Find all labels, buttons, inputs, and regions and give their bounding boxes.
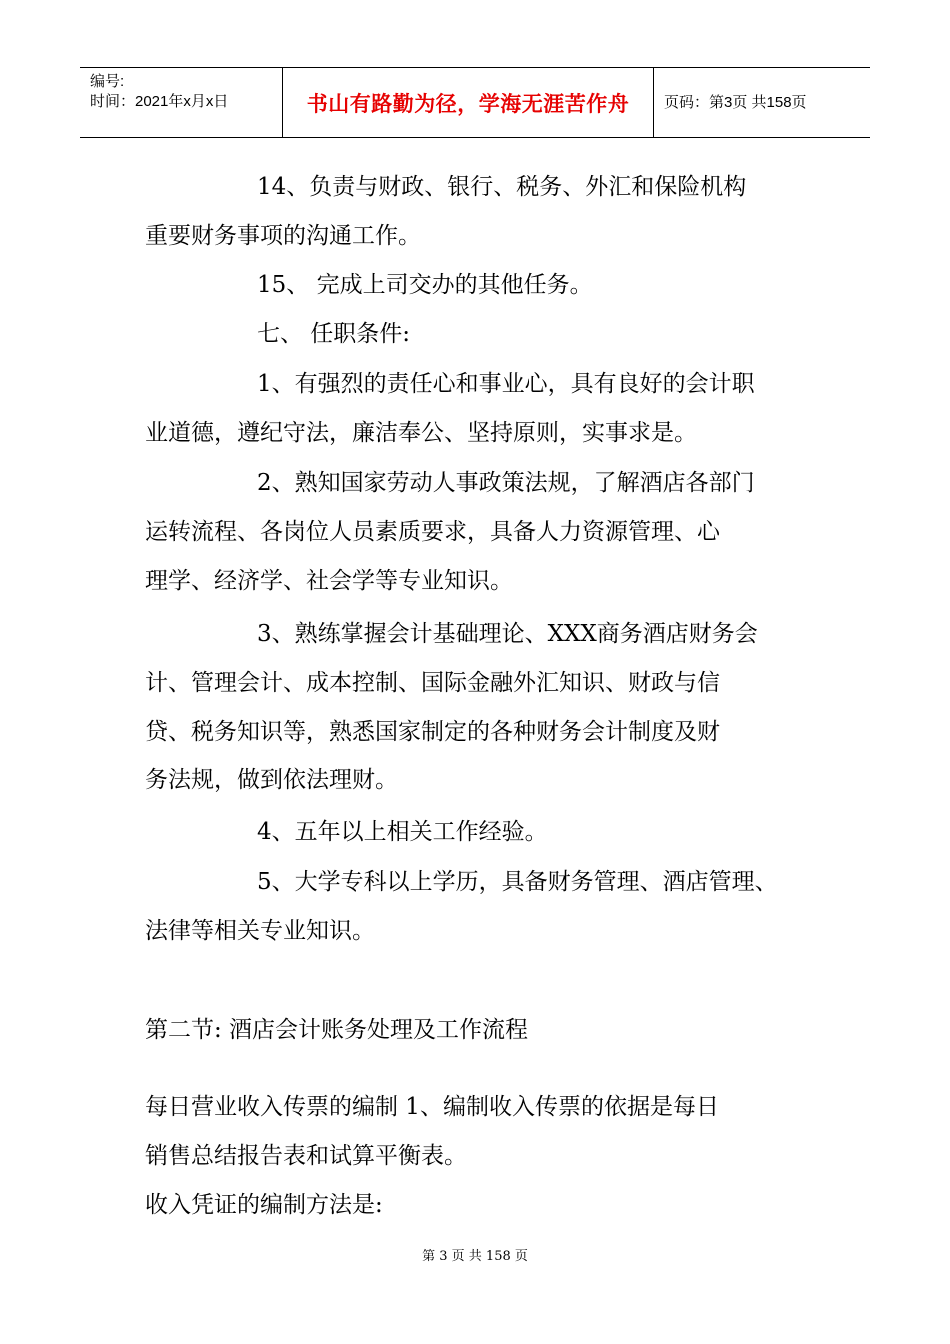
body-line: 14、负责与财政、银行、税务、外汇和保险机构 xyxy=(257,174,747,200)
body-line: 4、五年以上相关工作经验。 xyxy=(257,819,548,845)
header-page-label: 页码：第3页 共158页 xyxy=(664,94,807,111)
header-page-cell xyxy=(664,68,864,137)
body-line: 3、熟练掌握会计基础理论、XXX商务酒店财务会 xyxy=(257,621,758,647)
body-line: 15、 完成上司交办的其他任务。 xyxy=(257,272,593,298)
document-header xyxy=(80,67,870,138)
serial-label: 编号: xyxy=(90,73,125,90)
body-line: 运转流程、各岗位人员素质要求，具备人力资源管理、心 xyxy=(145,519,720,545)
header-motto: 书山有路勤为径，学海无涯苦作舟 xyxy=(306,91,630,116)
body-line: 收入凭证的编制方法是: xyxy=(145,1192,383,1218)
header-divider xyxy=(653,68,654,137)
body-line: 计、管理会计、成本控制、国际金融外汇知识、财政与信 xyxy=(145,670,720,696)
time-label: 时间：2021年x月x日 xyxy=(90,93,229,110)
body-line: 业道德，遵纪守法，廉洁奉公、坚持原则，实事求是。 xyxy=(145,420,697,446)
body-line: 每日营业收入传票的编制 1、编制收入传票的依据是每日 xyxy=(145,1094,719,1120)
page-footer: 第 3 页 共 158 页 xyxy=(422,1249,528,1264)
body-line: 贷、税务知识等，熟悉国家制定的各种财务会计制度及财 xyxy=(145,719,720,745)
body-line: 七、 任职条件: xyxy=(257,321,411,347)
body-line: 2、熟知国家劳动人事政策法规，了解酒店各部门 xyxy=(257,470,755,496)
body-line: 5、大学专科以上学历，具备财务管理、酒店管理、 xyxy=(257,869,778,895)
header-meta xyxy=(90,68,280,137)
section-heading: 第二节: 酒店会计账务处理及工作流程 xyxy=(145,1017,529,1043)
body-line: 理学、经济学、社会学等专业知识。 xyxy=(145,568,513,594)
body-line: 务法规，做到依法理财。 xyxy=(145,767,398,793)
body-line: 1、有强烈的责任心和事业心，具有良好的会计职 xyxy=(257,371,755,397)
body-line: 重要财务事项的沟通工作。 xyxy=(145,223,421,249)
body-line: 法律等相关专业知识。 xyxy=(145,918,375,944)
header-motto-cell xyxy=(283,68,653,137)
body-line: 销售总结报告表和试算平衡表。 xyxy=(145,1143,467,1169)
